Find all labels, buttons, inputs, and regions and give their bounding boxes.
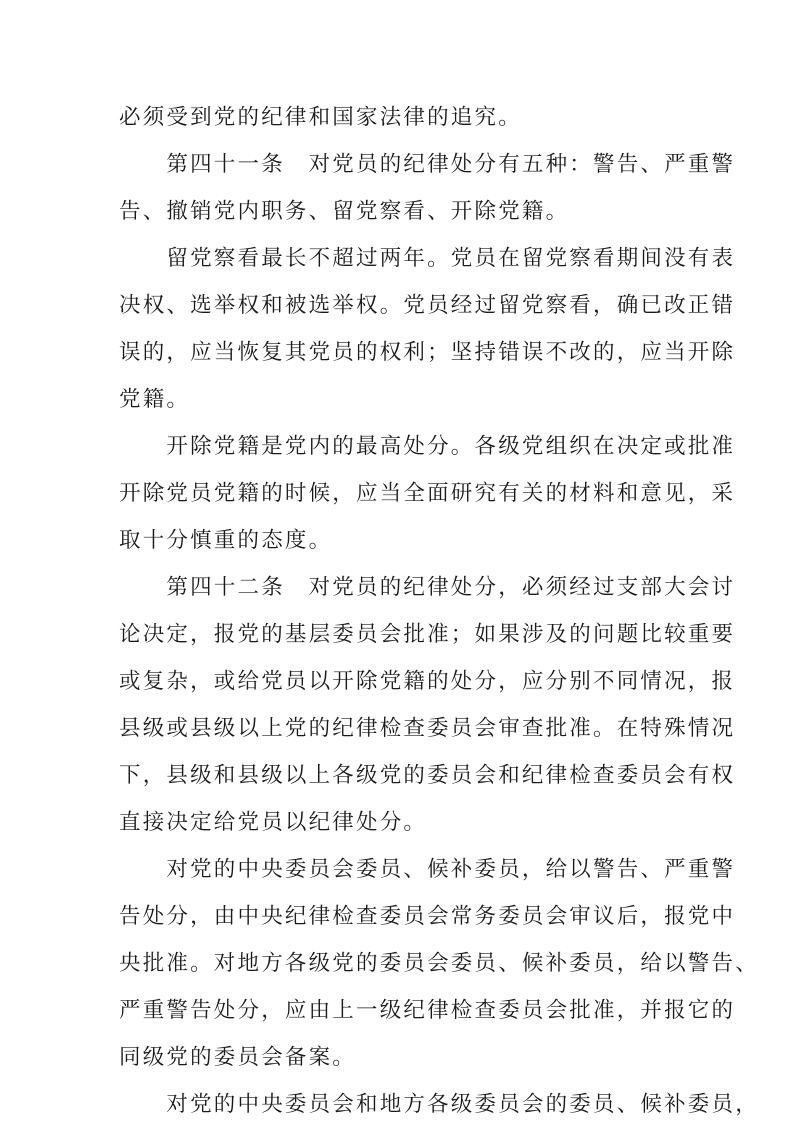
text-line: 告处分，由中央纪律检查委员会常务委员会审议后，报党中: [119, 904, 736, 929]
text-line: 决权、选举权和被选举权。党员经过留党察看，确已改正错: [119, 293, 736, 318]
text-line: 开除党籍是党内的最高处分。各级党组织在决定或批准: [119, 434, 736, 459]
text-line: 第四十一条 对党员的纪律处分有五种：警告、严重警: [119, 152, 736, 177]
text-line: 留党察看最长不超过两年。党员在留党察看期间没有表: [119, 246, 736, 271]
text-line: 取十分慎重的态度。: [119, 528, 333, 553]
text-line: 或复杂，或给党员以开除党籍的处分，应分别不同情况，报: [119, 669, 736, 694]
text-line: 对党的中央委员会委员、候补委员，给以警告、严重警: [119, 857, 736, 882]
text-line: 误的，应当恢复其党员的权利；坚持错误不改的，应当开除: [119, 340, 736, 365]
text-line: 下，县级和县级以上各级党的委员会和纪律检查委员会有权: [119, 763, 736, 788]
text-line: 央批准。对地方各级党的委员会委员、候补委员，给以警告、: [119, 951, 759, 976]
text-line: 严重警告处分，应由上一级纪律检查委员会批准，并报它的: [119, 998, 736, 1023]
text-line: 开除党员党籍的时候，应当全面研究有关的材料和意见，采: [119, 481, 736, 506]
text-line: 对党的中央委员会和地方各级委员会的委员、候补委员，: [119, 1092, 759, 1117]
text-line: 第四十二条 对党员的纪律处分，必须经过支部大会讨: [119, 575, 736, 600]
text-line: 同级党的委员会备案。: [119, 1045, 357, 1070]
text-line: 党籍。: [119, 387, 191, 412]
text-line: 直接决定给党员以纪律处分。: [119, 810, 428, 835]
text-line: 告、撤销党内职务、留党察看、开除党籍。: [119, 199, 570, 224]
text-line: 论决定，报党的基层委员会批准；如果涉及的问题比较重要: [119, 622, 736, 647]
text-line: 必须受到党的纪律和国家法律的追究。: [119, 105, 522, 130]
text-line: 县级或县级以上党的纪律检查委员会审查批准。在特殊情况: [119, 716, 736, 741]
